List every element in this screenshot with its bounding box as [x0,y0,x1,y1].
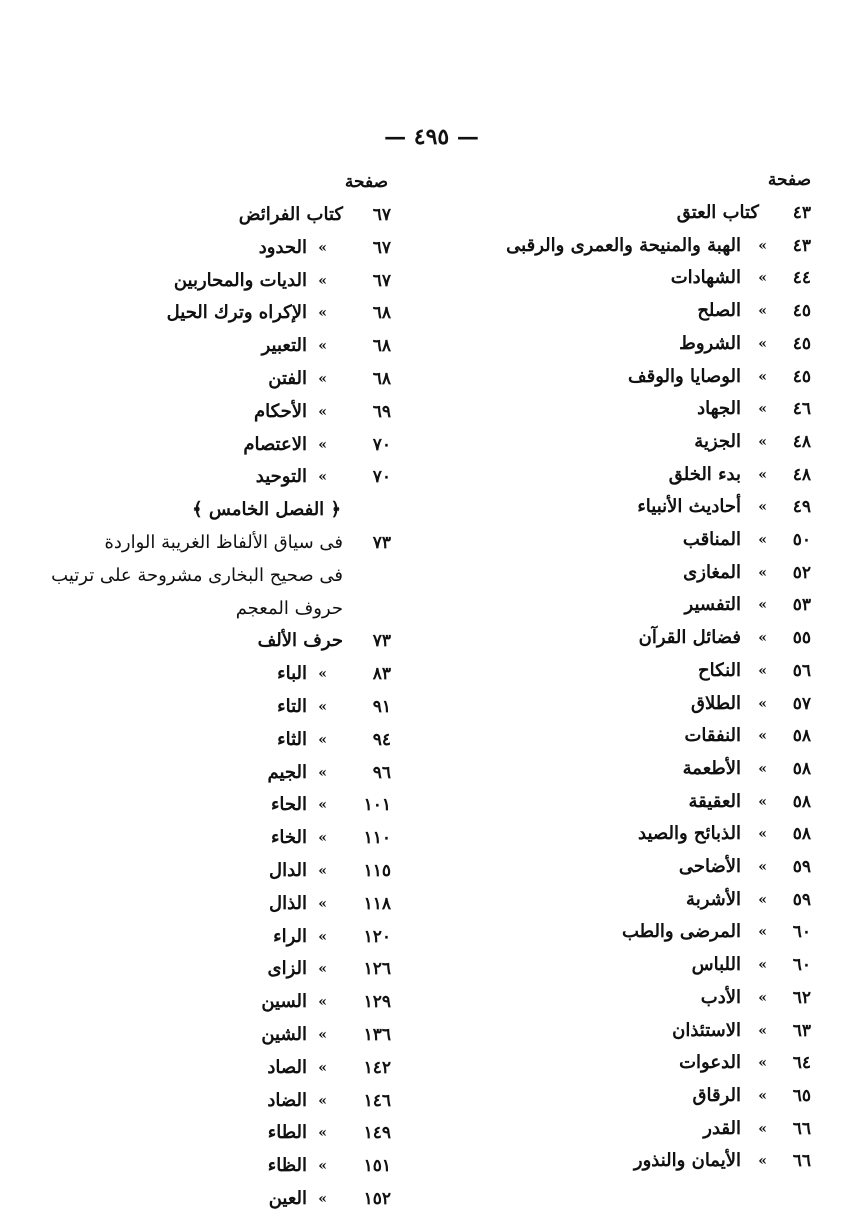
toc-page-number: ٥٨ [792,759,811,779]
ditto-mark: » [318,1060,327,1076]
toc-title: الطاء [267,1122,307,1143]
ditto-mark: » [318,732,327,748]
toc-entry [451,819,811,849]
ditto-mark: » [318,765,327,781]
toc-page-number: ٥٦ [792,661,811,681]
ditto-mark: » [758,532,767,548]
ditto-mark: » [318,929,327,945]
toc-entry [1,528,391,558]
toc-title: الأيمان والنذور [633,1150,741,1171]
toc-entry [451,525,811,555]
toc-page-number: ١٥١ [363,1156,391,1176]
ditto-mark: » [318,1027,327,1043]
toc-entry [451,362,811,392]
toc-entry [451,1081,811,1111]
toc-page-number: ٦٧ [372,205,391,225]
toc-entry [451,1146,811,1176]
ditto-mark: » [758,924,767,940]
toc-page-number: ١١٥ [363,861,391,881]
toc-title: الأشربة [686,889,741,910]
toc-entry [1,594,391,624]
toc-page-number: ١٤٩ [363,1123,391,1143]
toc-title: العين [268,1188,307,1209]
toc-page-number: ٤٥ [792,367,811,387]
ditto-mark: » [318,961,327,977]
toc-entry [451,1016,811,1046]
toc-page-number: ٧٠ [372,467,391,487]
toc-title: فضائل القرآن [638,627,741,648]
toc-page-number: ٦٠ [792,955,811,975]
toc-title: المغازى [683,562,741,583]
ditto-mark: » [758,630,767,646]
ditto-mark: » [758,565,767,581]
toc-entry [451,917,811,947]
ditto-mark: » [318,1125,327,1141]
toc-title: الرقاق [692,1085,741,1106]
ditto-mark: » [318,797,327,813]
ditto-mark: » [318,305,327,321]
toc-entry [451,623,811,653]
toc-entry [1,233,391,263]
toc-entry [1,364,391,394]
toc-title: الأطعمة [682,758,741,779]
ditto-mark: » [758,957,767,973]
ditto-mark: » [758,1023,767,1039]
toc-title: فى سياق الألفاظ الغريبة الواردة [104,532,343,553]
ditto-mark: » [758,303,767,319]
ditto-mark: » [758,597,767,613]
toc-title: السين [261,991,307,1012]
toc-page-number: ١١٨ [363,894,391,914]
toc-page-number: ٨٣ [372,664,391,684]
ditto-mark: » [758,434,767,450]
toc-page-number: ٤٦ [792,399,811,419]
toc-page-number: ٤٩ [792,497,811,517]
toc-title: الذال [268,893,307,914]
ditto-mark: » [318,404,327,420]
toc-title: الدال [268,860,307,881]
toc-title: الدعوات [679,1052,741,1073]
toc-entry [451,198,811,228]
toc-title: الخاء [270,827,307,848]
toc-page-number: ١٢٩ [363,992,391,1012]
ditto-mark: » [758,826,767,842]
toc-entry [451,492,811,522]
toc-entry [1,495,391,525]
toc-title: الأحكام [254,401,307,422]
toc-title: الذبائح والصيد [638,823,741,844]
toc-page-number: ٩٦ [372,763,391,783]
toc-entry [451,460,811,490]
ditto-mark: » [318,1158,327,1174]
toc-page-number: ٦٨ [372,303,391,323]
toc-entry [451,787,811,817]
toc-page-number: ٥٣ [792,595,811,615]
toc-title: الفتن [268,368,307,389]
toc-page-number: ٦٧ [372,271,391,291]
ditto-mark: » [758,859,767,875]
toc-entry [1,266,391,296]
toc-page-number: ٥٠ [792,530,811,550]
toc-title: كتاب الفرائض [238,204,343,225]
toc-page-number: ٦٥ [792,1086,811,1106]
toc-entry [1,954,391,984]
toc-entry [451,1048,811,1078]
ditto-mark: » [758,401,767,417]
toc-title: الزاى [267,958,307,979]
toc-page-number: ٦٦ [792,1151,811,1171]
toc-entry [1,1184,391,1214]
toc-page-number: ١٤٦ [363,1091,391,1111]
ditto-mark: » [318,371,327,387]
ditto-mark: » [758,1153,767,1169]
toc-title: التفسير [684,594,741,615]
toc-entry [1,856,391,886]
ditto-mark: » [318,1093,327,1109]
ditto-mark: » [758,728,767,744]
toc-page-number: ٥٢ [792,563,811,583]
toc-title: حروف المعجم [235,598,343,619]
toc-page-number: ٤٣ [792,236,811,256]
toc-entry [1,790,391,820]
toc-page-number: ٧٣ [372,631,391,651]
toc-page-number: ٥٥ [792,628,811,648]
toc-title: الديات والمحاربين [173,270,307,291]
toc-title: الأضاحى [678,856,741,877]
toc-entry [1,626,391,656]
toc-title: كتاب العتق [676,202,759,223]
toc-page-number: ٦٤ [792,1053,811,1073]
toc-page-number: ٦٣ [792,1021,811,1041]
ditto-mark: » [318,1191,327,1207]
toc-entry [451,558,811,588]
toc-title: التوحيد [255,466,307,487]
toc-page-number: ٦٧ [372,238,391,258]
ditto-mark: » [318,666,327,682]
toc-entry [451,885,811,915]
toc-title: الضاد [267,1090,307,1111]
toc-page-number: ٦٩ [372,402,391,422]
column-right-entries [451,198,811,1188]
toc-title: العقيقة [688,791,741,812]
ditto-mark: » [318,240,327,256]
toc-entry [1,1020,391,1050]
toc-entry [451,689,811,719]
ditto-mark: » [758,892,767,908]
toc-title: الجزية [694,431,741,452]
toc-title: المناقب [682,529,741,550]
ditto-mark: » [758,794,767,810]
toc-title: القدر [703,1118,741,1139]
ditto-mark: » [758,663,767,679]
ditto-mark: » [758,467,767,483]
toc-title: الثاء [277,729,307,750]
toc-page-number: ٦٢ [792,988,811,1008]
ditto-mark: » [758,336,767,352]
ditto-mark: » [758,1088,767,1104]
toc-entry [451,231,811,261]
toc-title: الصاد [267,1057,307,1078]
toc-page-number: ٤٨ [792,432,811,452]
toc-title: الظاء [267,1155,307,1176]
toc-title: الشين [261,1024,307,1045]
toc-page-number: ٤٥ [792,301,811,321]
toc-page-number: ١٥٢ [363,1189,391,1209]
toc-entry [1,462,391,492]
ditto-mark: » [758,1055,767,1071]
column-left-entries [1,200,391,1220]
toc-page-number: ٥٨ [792,824,811,844]
toc-entry [1,922,391,952]
ditto-mark: » [758,499,767,515]
toc-page-number: ٦٨ [372,369,391,389]
toc-title: الاعتصام [243,434,307,455]
ditto-mark: » [318,437,327,453]
toc-entry [451,1114,811,1144]
toc-entry [1,987,391,1017]
toc-page-number: ١٣٦ [363,1025,391,1045]
toc-page-number: ٥٨ [792,726,811,746]
toc-page-number: ٧٠ [372,435,391,455]
toc-entry [451,329,811,359]
ditto-mark: » [758,270,767,286]
toc-page-number: ٤٥ [792,334,811,354]
toc-page-number: ١٤٢ [363,1058,391,1078]
toc-title: حرف الألف [257,630,343,651]
column-left-heading: صفحة [344,172,388,192]
toc-title: الحدود [258,237,307,258]
toc-page-number: ٥٩ [792,857,811,877]
toc-entry [451,950,811,980]
toc-title: فى صحيح البخارى مشروحة على ترتيب [51,565,343,586]
ditto-mark: » [318,863,327,879]
toc-page-number: ٦٦ [792,1119,811,1139]
ditto-mark: » [318,338,327,354]
ditto-mark: » [318,699,327,715]
toc-page-number: ١١٠ [363,828,391,848]
toc-entry [1,1086,391,1116]
toc-title: الاستئذان [672,1020,741,1041]
toc-page-number: ١٢٦ [363,959,391,979]
toc-title: الصلح [697,300,741,321]
toc-page-number: ٧٣ [372,533,391,553]
toc-entry [1,397,391,427]
page-number: — ٤٩٥ — [384,124,479,150]
toc-title: الجهاد [697,398,741,419]
toc-page-number: ٦٨ [372,336,391,356]
toc-title: الشهادات [670,267,741,288]
column-right-heading: صفحة [767,170,811,190]
ditto-mark: » [318,896,327,912]
ditto-mark: » [758,696,767,712]
toc-entry [1,1118,391,1148]
toc-title: الجيم [267,762,307,783]
toc-page-number: ٥٨ [792,792,811,812]
toc-entry [451,983,811,1013]
toc-title: التاء [277,696,307,717]
toc-page-number: ٩١ [372,697,391,717]
ditto-mark: » [758,990,767,1006]
toc-entry [451,852,811,882]
toc-entry [451,721,811,751]
toc-title: المرضى والطب [622,921,741,942]
toc-entry [1,725,391,755]
toc-title: الراء [273,926,307,947]
toc-entry [1,331,391,361]
toc-entry [1,298,391,328]
toc-entry [1,889,391,919]
ditto-mark: » [758,369,767,385]
toc-title: الباء [277,663,307,684]
toc-title: الهبة والمنيحة والعمرى والرقبى [506,235,741,256]
toc-title: النكاح [698,660,741,681]
toc-entry [451,754,811,784]
toc-page-number: ٤٨ [792,465,811,485]
ditto-mark: » [318,273,327,289]
toc-page-number: ٥٩ [792,890,811,910]
ditto-mark: » [318,469,327,485]
toc-entry [1,659,391,689]
toc-entry [1,758,391,788]
ditto-mark: » [758,1121,767,1137]
toc-entry [451,394,811,424]
toc-entry [451,263,811,293]
toc-entry [1,1151,391,1181]
toc-title: الأدب [700,987,741,1008]
toc-page-number: ١٢٠ [363,927,391,947]
toc-title: بدء الخلق [668,464,741,485]
toc-entry [451,427,811,457]
toc-page-number: ٤٣ [792,203,811,223]
toc-title: أحاديث الأنبياء [637,496,741,517]
ditto-mark: » [318,994,327,1010]
toc-title: الوصايا والوقف [627,366,741,387]
toc-page-number: ٦٠ [792,922,811,942]
toc-title: اللباس [691,954,741,975]
toc-title: الحاء [270,794,307,815]
toc-title: النفقات [684,725,741,746]
toc-page-number: ١٠١ [363,795,391,815]
toc-entry [451,590,811,620]
toc-entry [1,561,391,591]
ditto-mark: » [758,761,767,777]
toc-page-number: ٩٤ [372,730,391,750]
toc-page-number: ٤٤ [792,268,811,288]
toc-entry [451,656,811,686]
chapter-heading: ﴿ الفصل الخامس ﴾ [192,499,341,520]
toc-title: الإكراه وترك الحيل [166,302,307,323]
toc-entry [1,692,391,722]
toc-entry [1,823,391,853]
toc-entry [1,430,391,460]
toc-entry [1,200,391,230]
toc-entry [451,296,811,326]
toc-page-number: ٥٧ [792,694,811,714]
toc-title: الطلاق [691,693,741,714]
toc-entry [1,1053,391,1083]
ditto-mark: » [318,830,327,846]
toc-title: التعبير [261,335,307,356]
toc-title: الشروط [679,333,741,354]
ditto-mark: » [758,238,767,254]
